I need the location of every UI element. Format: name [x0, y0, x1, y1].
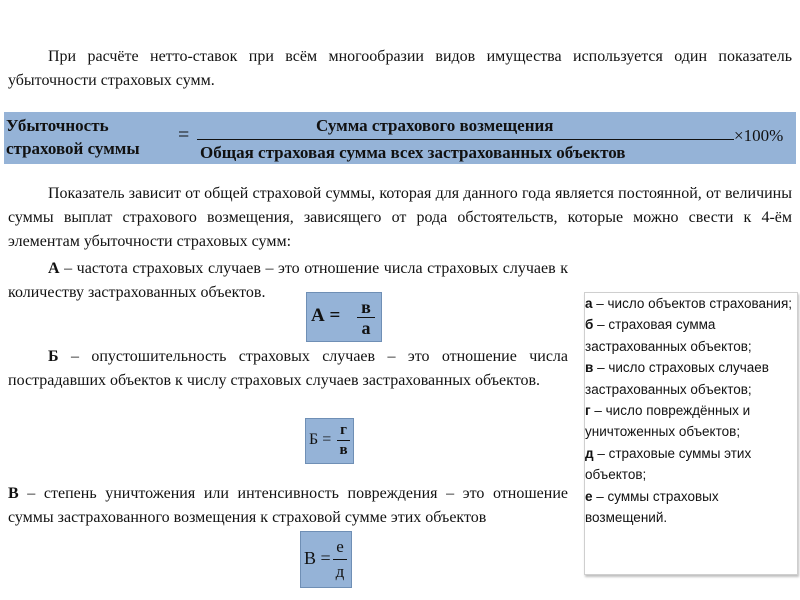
formula-b-box [305, 418, 354, 464]
legend-item [585, 400, 797, 443]
formula-a-label: А = [311, 305, 341, 326]
legend-text: – страховые суммы этих объектов; [585, 445, 752, 483]
legend-key: б [585, 317, 594, 333]
depends-paragraph: Показатель зависит от общей страховой суммы, которая для данного года является постоянной, от величины суммы выплат страхового возмещения, зависящего от рода обстоятельств, которые можно свести к 4-ём элементам убыточности страховых сумм: [8, 185, 792, 250]
formula-v-numerator: е [333, 535, 347, 560]
formula-equals: = [178, 124, 190, 146]
legend-text: – число страховых случаев застрахованных объектов; [585, 360, 769, 397]
item-a-letter: А [48, 260, 60, 277]
formula-a-fraction [357, 297, 375, 338]
formula-a-numerator: в [357, 297, 375, 318]
legend-key: г [585, 403, 591, 419]
formula-a-denominator: а [361, 318, 371, 338]
item-b-letter: Б [48, 348, 59, 365]
legend-text: – число повреждённых и уничтоженных объектов; [585, 403, 751, 440]
formula-denominator: Общая страховая сумма всех застрахованных объектов [200, 143, 626, 162]
formula-v-label: В = [304, 548, 331, 568]
item-b-text: – опустошительность страховых случаев – это отношение числа пострадавших объектов к числу страховых случаев застрахованных объектов. [8, 348, 568, 389]
item-a-text: – частота страховых случаев – это отношение числа страховых случаев к количеству застрахованных объектов. [8, 260, 568, 301]
legend-item [585, 293, 797, 314]
legend-key: в [585, 360, 594, 376]
loss-ratio-formula [4, 112, 796, 164]
formula-v-denominator: д [335, 562, 345, 581]
formula-b-denominator: в [339, 442, 348, 458]
legend-item [585, 357, 797, 400]
legend-text: – число объектов страхования; [592, 296, 793, 311]
intro-paragraph: При расчёте нетто-ставок при всём многообразии видов имущества используется один показатель убыточности страховых сумм. [8, 48, 792, 89]
item-a-paragraph [8, 257, 568, 305]
formula-lhs [6, 114, 140, 160]
formula-v-fraction [333, 535, 347, 584]
formula-v-box [300, 531, 352, 588]
formula-lhs-line2: страховой суммы [6, 139, 140, 158]
formula-numerator: Сумма страхового возмещения [316, 116, 554, 135]
legend-key: д [585, 445, 594, 461]
item-v-letter: В [8, 485, 19, 502]
legend-item [585, 443, 797, 486]
formula-lhs-line1: Убыточность [6, 116, 109, 135]
formula-fraction-bar [197, 139, 734, 140]
formula-b-numerator: г [337, 421, 350, 441]
item-v-paragraph [8, 482, 568, 530]
legend-item [585, 486, 797, 529]
formula-a-box [306, 292, 382, 342]
formula-b-label: Б = [309, 431, 332, 448]
legend-key: а [585, 296, 593, 311]
variable-legend [584, 292, 798, 575]
legend-text: – страховая сумма застрахованных объектов; [585, 317, 752, 354]
legend-key: е [585, 488, 593, 504]
legend-item [585, 314, 797, 357]
formula-multiplier: ×100% [734, 126, 784, 145]
item-b-paragraph [8, 345, 568, 393]
legend-text: – суммы страховых возмещений. [585, 488, 719, 526]
formula-b-fraction [337, 421, 350, 460]
item-v-text: – степень уничтожения или интенсивность повреждения – это отношение суммы застрахованного возмещения к страховой сумме этих объектов [8, 485, 568, 526]
